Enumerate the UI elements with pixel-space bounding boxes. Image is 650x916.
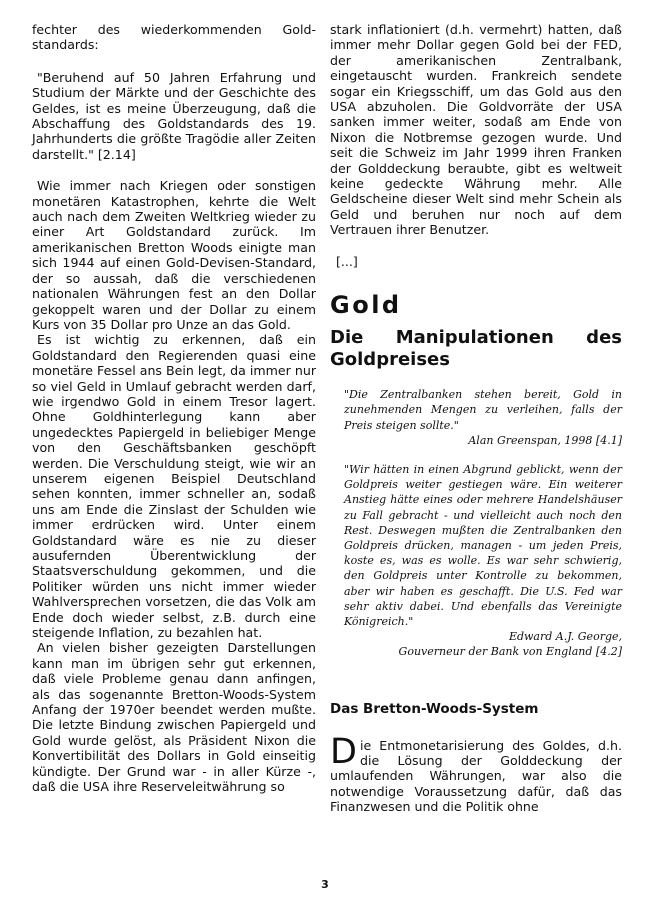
paragraph [330,731,622,815]
paragraph-text: ie Entmonetarisierung des Goldes, d.h. die Lösung der Golddeckung der umlaufenden Währungen, war also die notwendige Voraussetzung dafür, daß das Finanzwesen und die Politik ohne [330,737,622,815]
motto-attribution: Alan Greenspan, 1998 [4.1] [468,433,622,447]
paragraph: Es ist wichtig zu erkennen, daß ein Goldstandard den Regierenden quasi eine monetäre Fessel ans Bein legt, da immer nur so viel Geld in Umlauf gebracht werden darf, wie irgendwo Gold in einem Tresor lagert. Ohne Goldhinterlegung kann aber ungedecktes Papiergeld in beliebiger Menge von den Geschäftsbanken geschöpft werden. Die Verschuldung steigt, wie wir an unserem eigenen Beispiel Deutschland sehen konnten, immer schneller an, sodaß uns am Ende die Zinslast der Schulden wie immer erdrücken wird. Unter einem Goldstandard wäre es nie zu dieser ausufernden Überentwicklung der Staatsverschuldung gekommen, und die Politiker würden uns nicht immer wieder Wahlversprechen vorsetzen, die das Volk am Ende doch wieder selbst, z.B. durch eine steigende Inflation, zu bezahlen hat. [32,332,316,641]
left-column [32,22,316,795]
block-quote: "Beruhend auf 50 Jahren Erfahrung und Studium der Märkte und der Geschichte des Geldes, ist es meine Überzeugung, daß die Abschaffung des Goldstandards des 19. Jahrhunderts die größte Tragödie aller Zeiten darstellt." [2.14] [32,69,316,162]
motto-quote: "Wir hätten in einen Abgrund geblickt, wenn der Goldpreis weiter gestiegen wäre. Ein weiterer Anstieg hätte eines oder mehrere Handelshäuser zu Fall gebracht - und vielleicht auch noch den Rest. Deswegen mußten die Zentralbanken den Goldpreis drücken, managen - um jeden Preis, koste es, was es wolle. Es war sehr schwierig, den Goldpreis unter Kontrolle zu bekommen, aber wir haben es geschafft. Die U.S. Fed war sehr aktiv dabei. Und ebenfalls das Vereinigte Königreich." [344,462,622,628]
paragraph: An vielen bisher gezeigten Darstellungen kann man im übrigen sehr gut erkennen, daß viele Probleme genau dann anfingen, als das sogenannte Bretton-Woods-System Anfang der 1970er beendet werden mußte. Die letzte Bindung zwischen Papiergeld und Gold wurde gelöst, als Präsident Nixon die Konvertibilität des Dollars in Gold einseitig kündigte. Der Grund war - in aller Kürze -, daß die USA ihre Reserveleitwährung so [32,640,316,795]
right-column [330,22,622,815]
page-number: 3 [321,878,329,891]
drop-cap: D [330,731,357,772]
motto-quote: "Die Zentralbanken stehen bereit, Gold in zunehmenden Mengen zu verleihen, falls der Preis steigen sollte." [344,388,622,432]
omission-marker: [...] [336,253,358,269]
paragraph: Wie immer nach Kriegen oder sonstigen monetären Katastrophen, kehrte die Welt auch nach dem Zweiten Weltkrieg wieder zu einer Art Goldstandard zurück. Im amerikanischen Bretton Woods einigte man sich 1944 auf einen Gold-Devisen-Standard, der so aussah, daß die verschiedenen nationalen Währungen fest an den Dollar gekoppelt waren und der Dollar zu einem Kurs von 35 Dollar pro Unze an das Gold. [32,178,316,332]
section-heading: Das Bretton-Woods-System [330,700,539,717]
motto-attribution: Gouverneur der Bank von England [4.2] [398,645,622,659]
chapter-heading: Gold [330,291,402,320]
paragraph: stark inflationiert (d.h. vermehrt) hatten, daß immer mehr Dollar gegen Gold bei der FED, der amerikanischen Zentralbank, eingetauscht wurden. Frankreich sendete sogar ein Kriegsschiff, um das Gold aus den USA abzuholen. Die Goldvorräte der USA sanken immer weiter, sodaß am Ende von Nixon die Notbremse gezogen wurde. Und seit die Schweiz im Jahr 1999 ihren Franken der Golddeckung beraubte, gibt es weltweit keine gedeckte Währung mehr. Alle Geldscheine dieser Welt sind mehr Schein als Geld und beruhen nur noch auf dem Vertrauen ihrer Benutzer. [330,22,622,238]
paragraph: fechter des wiederkommenden Goldstandards: [32,22,316,53]
motto-attribution: Edward A.J. George, [508,630,622,644]
chapter-subheading: Die Manipulationen des Goldpreises [330,327,622,371]
